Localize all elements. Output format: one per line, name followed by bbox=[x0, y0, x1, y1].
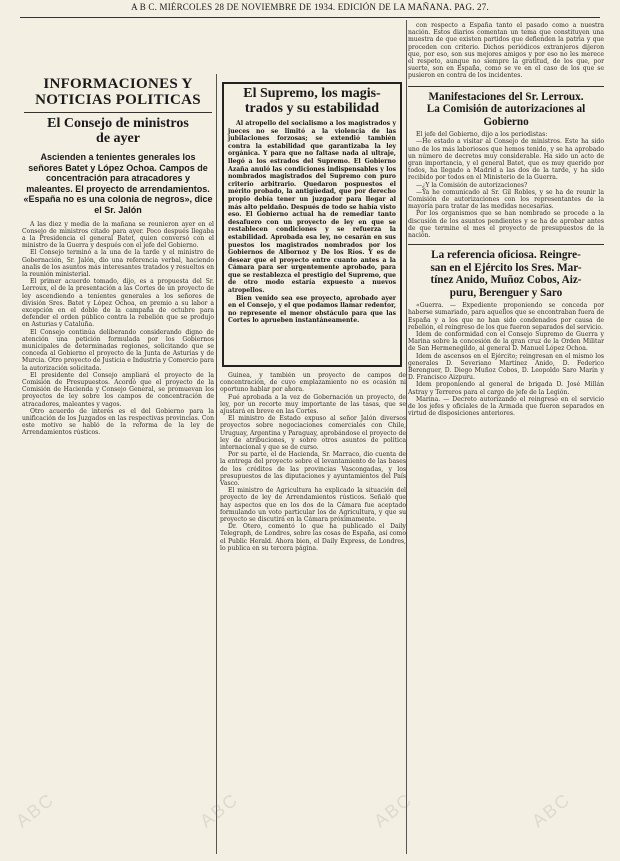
column-2-body bbox=[220, 372, 406, 552]
paragraph: Dr. Otero, comentó lo que ha publicado el Daily Telegraph, de Londres, sobre las cosas de España, así como el Public Herald. Ahora bien, el Daily Express, de Londres, lo publica en su tercera página. bbox=[220, 523, 406, 552]
subsection-body bbox=[408, 302, 604, 417]
watermark: ABC bbox=[12, 788, 59, 832]
column-3-top bbox=[408, 22, 604, 80]
subsection-title-line: san en el Ejército los Sres. Mar- bbox=[430, 261, 582, 274]
column-divider bbox=[406, 20, 407, 854]
subsection-title bbox=[408, 91, 604, 129]
subsection-body bbox=[408, 131, 604, 239]
subsection-title bbox=[408, 249, 604, 299]
paragraph: Marina. — Decreto autorizando el reingreso en el servicio de los jefes y oficiales de la Armada que fueron separados en virtud de disposiciones anteriores. bbox=[408, 395, 604, 418]
subsection-title-line: Gobierno bbox=[483, 115, 529, 128]
subsection-title-line: puru, Berenguer y Saro bbox=[449, 286, 563, 299]
editorial-body bbox=[228, 120, 396, 325]
paragraph: El presidente del Consejo ampliará el proyecto de la Comisión de Presupuestos. Acordó que el proyecto de la Comisión de Hacienda y Consejo General, se promuevan los proyectos de ley sobre los campos de concentración de atracadores, maleantes y vagos. bbox=[22, 371, 214, 408]
editorial-title bbox=[228, 87, 396, 116]
subsection-title-line: La referencia oficiosa. Reingre- bbox=[431, 249, 581, 262]
paragraph: Otro acuerdo de interés es el del Gobierno para la unificación de los Juzgados en las respectivas provincias. Con este motivo se habló de la reforma de la ley de Arrendamientos rústicos. bbox=[22, 407, 214, 437]
paragraph: El Consejo terminó a la una de la tarde y el ministro de Gobernación, Sr. Jalón, dio una referencia verbal, haciendo analis de los asuntos más interesantes tratados y resueltos en la reunión ministerial. bbox=[22, 249, 214, 278]
watermark: ABC bbox=[528, 788, 575, 832]
paragraph: —Ya he comunicado al Sr. Gil Robles, y se ha de reunir la Comisión de autorizaciones con los representantes de la mayoría para tratar de las medidas necesarias. bbox=[408, 188, 604, 211]
article-title-line: El Consejo de ministros bbox=[47, 116, 189, 131]
paragraph: Guinea, y también un proyecto de campos de concentración, de cuyo emplazamiento no es ocasión ni oportuno hablar por ahora. bbox=[220, 372, 406, 394]
paragraph: El ministro de Estado expuso al señor Jalón diversos proyectos sobre negociaciones comerciales con Chile, Uruguay, Argentina y Paraguay, aprobándose el proyecto de ley de atribuciones, y sobre otros asuntos de política internacional y que se de curso. bbox=[220, 415, 406, 452]
section-title-rule bbox=[24, 112, 212, 113]
section-title-line: INFORMACIONES Y bbox=[43, 76, 193, 92]
article-title-line: de ayer bbox=[96, 131, 140, 146]
paragraph: El primer acuerdo tomado, dijo, es a propuesta del Sr. Lerroux, el de la presentación a las Cortes de un proyecto de ley ascendiendo a tenientes generales a los señores de división Sres. Batet y López Ochoa, en premio a su labor a excepción en el doble de la campaña de octubre para defender el orden público contra la rebelión que se produjo en Asturias y Cataluña. bbox=[22, 278, 214, 329]
section-rule bbox=[408, 244, 604, 245]
column-2 bbox=[220, 372, 406, 852]
paragraph: Por su parte, el de Hacienda, Sr. Marraco, dio cuenta de la entrega del proyecto sobre el levantamiento de las bases de los créditos de las provincias Vascongadas, y los presupuestos de las diputaciones y ayuntamientos del País Vasco. bbox=[220, 451, 406, 488]
paragraph: El Consejo continúa deliberando considerando digno de atención una petición formulada por los Gobiernos municipales de determinadas regiones, solicitando que se conceda al Gobierno el proyecto de la Junta de Asturias y de Murcia. Otro proyecto de Justicia e Industria y Comercio para la autorización solicitada. bbox=[22, 328, 214, 372]
column-3 bbox=[408, 22, 604, 854]
paragraph: Bien venido sea ese proyecto, aprobado ayer en el Consejo, y el que podamos llamar redentor, no represente el menor obstáculo para que las Cortes lo aprueben instantáneamente. bbox=[228, 294, 396, 325]
column-divider bbox=[216, 74, 217, 854]
page-header: A B C. MIÉRCOLES 28 DE NOVIEMBRE DE 1934. EDICIÓN DE LA MAÑANA. PAG. 27. bbox=[131, 2, 489, 12]
paragraph: Por los organismos que se han nombrado se procede a la discusión de los asuntos pendientes y se ha de aprobar antes de que termine el mes el proyecto de presupuestos de la nación. bbox=[408, 210, 604, 239]
section-title bbox=[24, 76, 212, 108]
paragraph: Al atropello del socialismo a los magistrados y jueces no se limitó a la violencia de las jubilaciones forzosas; se extendió también contra la estabilidad que garantizaba la ley orgánica. Y para que no faltase nada al ultraje, llegó a los estrados del Supremo. El Gobierno Azaña anuló las condiciones indispensables y los nombrados magistrados del Supremo con puro criterio arbitrario. Quedaron pospuestos el mérito probado, la antigüedad, que por derecho propio debía tener un juzgador para llegar al más alto peldaño. Después de todo se había visto eso. El Gobierno actual ha de remediar tanto desafuero con un proyecto de ley en que se restablecen condiciones y se refuerza la estabilidad. Aprobada esa ley, no cesarán en sus puestos los magistrados nombrados por los Gobiernos de Albornoz y De los Ríos. Y es de desear que el proyecto entre cuanto antes a la Cámara para ser urgentemente aprobado, para que se restablezca el prestigio del Supremo, que de otro modo estaría expuesto a nuevos atropellos. bbox=[228, 120, 396, 295]
subsection-title-line: Manifestaciones del Sr. Lerroux. bbox=[428, 90, 584, 103]
watermark: ABC bbox=[196, 788, 243, 832]
column-1 bbox=[22, 116, 214, 437]
editorial-title-line: trados y su estabilidad bbox=[244, 100, 380, 116]
article-title bbox=[22, 116, 214, 146]
editorial-title-line: El Supremo, los magis- bbox=[243, 86, 381, 101]
paragraph: —He estado a visitar al Consejo de ministros. Este ha sido uno de los más laboriosos que hemos tenido, y se ha aprobado un número de decretos muy considerable. Ha sido un acto de gran importancia, y el general Batet, que es muy querido por todos, ha llegado a Madrid a las dos de la tarde, y ha sido recibido por todos en el Ministerio de la Guerra. bbox=[408, 138, 604, 182]
paragraph: El jefe del Gobierno, dijo a los periodistas: bbox=[416, 131, 548, 139]
paragraph: A las diez y media de la mañana se reunieron ayer en el Consejo de ministros citado para ayer. Poco después llegaba a la Presidencia el general Batet, quien conversó con el ministro de la Guerra y después con el jefe del Gobierno. bbox=[22, 220, 214, 250]
subsection-title-line: La Comisión de autorizaciones al bbox=[426, 103, 586, 116]
article-body bbox=[22, 221, 214, 437]
paragraph: Fué aprobada a la vez de Gobernación un proyecto, de ley, por un recorte muy importante de las tasas, que se ajustará en breve en las Cortes. bbox=[220, 393, 406, 416]
article-lead: Ascienden a tenientes generales los señores Batet y López Ochoa. Campos de concentración para atracadores y maleantes. El proyecto de arrendamientos. «España no es una colonia de negros», dice el Sr. Jalón bbox=[23, 152, 213, 215]
paragraph: con respecto a España tanto el pasado como a nuestra nación. Estos diarios comentan un tema que constituyen una muestra de que existen partidos que defienden la patria y que proceden con criterio. Dichos periódicos extranjeros dijeron que, por eso, son sus mejores amigos y por eso no les merece el respeto, aunque no siempre la gratitud, de los que, por suerte, son en España, como se ve en el caso de los que se pusieron en contra de los incidentes. bbox=[408, 22, 604, 80]
paragraph: «Guerra. — Expediente proponiendo se conceda por haberse sumariado, para aquellos que se encontraban fuera de España y a los que no han sido condenados por causa de rebelión, el reingreso de los que fueron separados del servicio. bbox=[408, 302, 604, 331]
watermark: ABC bbox=[370, 788, 417, 832]
section-rule bbox=[408, 86, 604, 87]
paragraph: Idem proponiendo al general de brigada D. José Millán Astray y Terreros para el cargo de jefe de la Legión. bbox=[408, 381, 604, 396]
paragraph: Idem de ascensos en el Ejército; reingresan en el mismo los generales D. Severiano Martínez Anido, D. Federico Berenguer, D. Diego Muñoz Cobos, D. Leopoldo Saro Marín y D. Francisco Aizpuru. bbox=[408, 352, 604, 382]
paragraph: Idem de conformidad con el Consejo Supremo de Guerra y Marina sobre la concesión de la gran cruz de la Orden Militar de San Hermenegildo, al general D. Manuel López Ochoa. bbox=[408, 330, 604, 353]
editorial-box bbox=[222, 82, 402, 367]
subsection-title-line: tínez Anido, Muñoz Cobos, Aiz- bbox=[430, 274, 582, 287]
section-title-line: NOTICIAS POLITICAS bbox=[35, 92, 201, 108]
header-rule bbox=[20, 17, 600, 18]
paragraph: El ministro de Agricultura ha explicado la situación del proyecto de ley de Arrendamientos rústicos. Señaló que hay aspectos que en los dos de la Cámara fue aceptado formulando un voto particular los de Agricultura, y que su proyecto se discutirá en la Cámara próximamente. bbox=[220, 487, 406, 524]
paragraph: —¿Y la Comisión de autorizaciones? bbox=[416, 181, 528, 189]
